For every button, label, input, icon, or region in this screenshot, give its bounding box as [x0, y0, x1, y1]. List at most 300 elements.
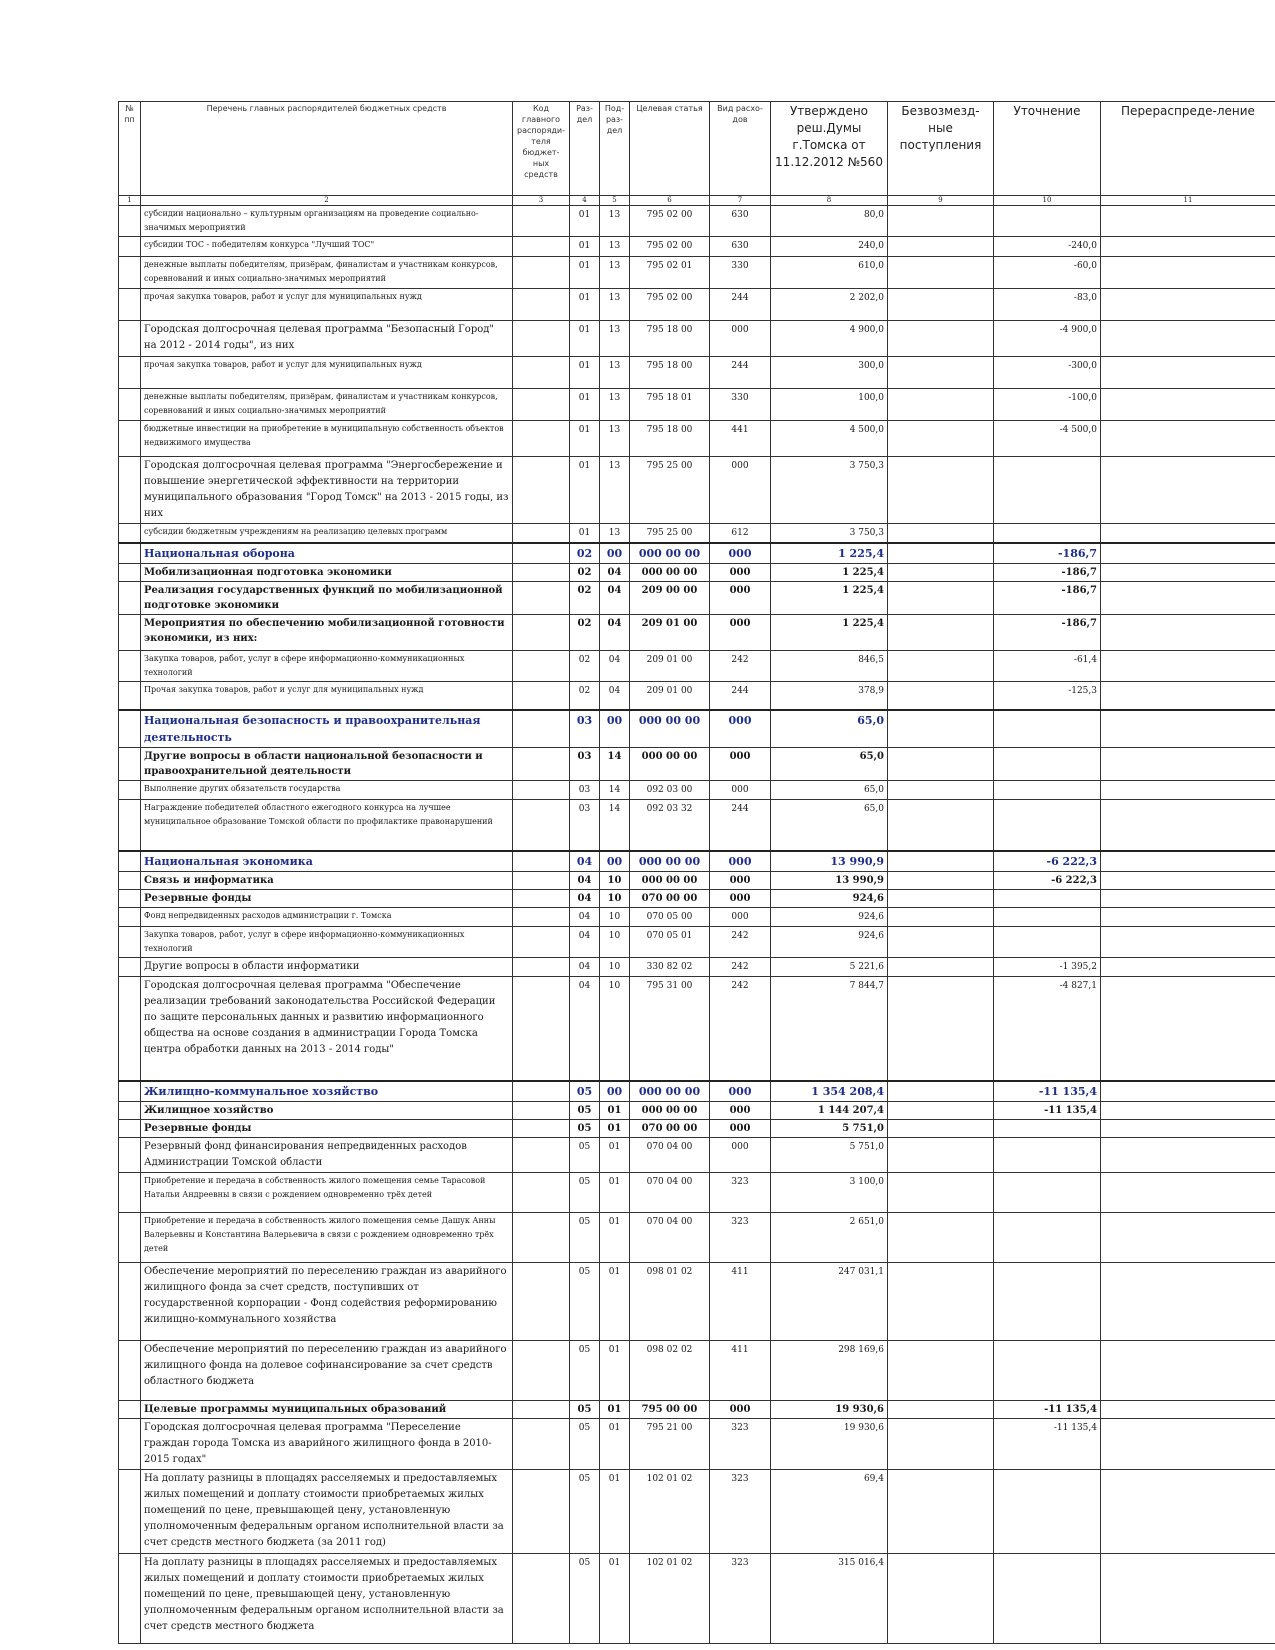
row-name-cell: прочая закупка товаров, работ и услуг для муниципальных нужд [141, 357, 513, 389]
row-code-cell [513, 958, 570, 977]
row-approved-amount-cell: 65,0 [771, 799, 888, 851]
row-code-cell [513, 1418, 570, 1469]
row-redistribution-cell [1101, 872, 1275, 890]
row-expense-type-cell: 242 [710, 977, 771, 1081]
row-approved-amount-cell: 924,6 [771, 890, 888, 908]
row-code-cell [513, 780, 570, 799]
row-number-cell [119, 564, 141, 582]
row-subsection-cell: 01 [600, 1400, 630, 1418]
row-target-article-cell: 000 00 00 [630, 851, 710, 872]
row-name-cell: Фонд непредвиденных расходов администрации г. Томска [141, 908, 513, 927]
row-expense-type-cell: 411 [710, 1262, 771, 1340]
table-row [119, 1553, 1275, 1643]
row-subsection-cell: 14 [600, 747, 630, 780]
row-code-cell [513, 1469, 570, 1553]
row-approved-amount-cell: 5 751,0 [771, 1119, 888, 1137]
row-code-cell [513, 257, 570, 289]
row-number-cell [119, 457, 141, 524]
row-number-cell [119, 1262, 141, 1340]
row-target-article-cell: 070 05 01 [630, 927, 710, 958]
row-clarification-cell: -125,3 [994, 682, 1101, 710]
column-number: 11 [1101, 196, 1275, 206]
row-subsection-cell: 14 [600, 799, 630, 851]
row-grants-cell [888, 543, 994, 564]
row-redistribution-cell [1101, 1400, 1275, 1418]
row-name-cell: На доплату разницы в площадях расселяемых и предоставляемых жилых помещений и доплату стоимости приобретаемых жилых помещений по цене, превышающей цену, установленную уполномоченным федеральным органом исполнительной власти за счет средств местного бюджета (за 2011 год) [141, 1469, 513, 1553]
row-expense-type-cell: 630 [710, 237, 771, 257]
row-expense-type-cell: 000 [710, 780, 771, 799]
row-approved-amount-cell: 5 751,0 [771, 1137, 888, 1172]
row-target-article-cell: 795 18 01 [630, 389, 710, 421]
row-section-cell: 04 [570, 977, 600, 1081]
header-cell-expense-type: Вид расхо-дов [710, 102, 771, 196]
row-number-cell [119, 1212, 141, 1262]
row-grants-cell [888, 1137, 994, 1172]
row-number-cell [119, 851, 141, 872]
row-section-cell: 04 [570, 927, 600, 958]
table-row [119, 872, 1275, 890]
column-number: 5 [600, 196, 630, 206]
row-name-cell: бюджетные инвестиции на приобретение в муниципальную собственность объектов недвижимого имущества [141, 421, 513, 457]
row-grants-cell [888, 582, 994, 615]
row-code-cell [513, 357, 570, 389]
row-grants-cell [888, 615, 994, 651]
row-grants-cell [888, 421, 994, 457]
column-number: 7 [710, 196, 771, 206]
row-approved-amount-cell: 65,0 [771, 747, 888, 780]
row-number-cell [119, 1400, 141, 1418]
row-expense-type-cell: 323 [710, 1469, 771, 1553]
column-number: 10 [994, 196, 1101, 206]
row-subsection-cell: 13 [600, 257, 630, 289]
table-row [119, 710, 1275, 748]
row-code-cell [513, 237, 570, 257]
row-grants-cell [888, 780, 994, 799]
row-redistribution-cell [1101, 799, 1275, 851]
header-cell-name: Перечень главных распорядителей бюджетных средств [141, 102, 513, 196]
row-section-cell: 01 [570, 237, 600, 257]
row-section-cell: 02 [570, 543, 600, 564]
row-code-cell [513, 1172, 570, 1212]
row-approved-amount-cell: 13 990,9 [771, 872, 888, 890]
row-name-cell: Закупка товаров, работ, услуг в сфере информационно-коммуникационных технологий [141, 651, 513, 682]
table-row [119, 457, 1275, 524]
row-clarification-cell: -186,7 [994, 582, 1101, 615]
row-clarification-cell: -60,0 [994, 257, 1101, 289]
row-name-cell: Городская долгосрочная целевая программа "Энергосбережение и повышение энергетической эффективности на территории муниципального образования "Город Томск" на 2013 - 2015 годы, из них [141, 457, 513, 524]
row-number-cell [119, 682, 141, 710]
row-grants-cell [888, 1101, 994, 1119]
row-name-cell: Реализация государственных функций по мобилизационной подготовке экономики [141, 582, 513, 615]
row-clarification-cell [994, 890, 1101, 908]
row-clarification-cell [994, 1137, 1101, 1172]
row-number-cell [119, 1553, 141, 1643]
row-expense-type-cell: 330 [710, 389, 771, 421]
row-code-cell [513, 582, 570, 615]
row-name-cell: Резервный фонд финансирования непредвиденных расходов Администрации Томской области [141, 1137, 513, 1172]
row-code-cell [513, 1400, 570, 1418]
header-cell-code: Код главного распоряди-теля бюджет-ных средств [513, 102, 570, 196]
row-grants-cell [888, 710, 994, 748]
header-cell-section: Раз-дел [570, 102, 600, 196]
header-cell-redistribution: Перераспреде-ление [1101, 102, 1275, 196]
column-number: 6 [630, 196, 710, 206]
row-section-cell: 04 [570, 908, 600, 927]
row-number-cell [119, 421, 141, 457]
row-subsection-cell: 01 [600, 1172, 630, 1212]
row-clarification-cell [994, 908, 1101, 927]
row-expense-type-cell: 330 [710, 257, 771, 289]
row-approved-amount-cell: 1 354 208,4 [771, 1081, 888, 1102]
row-subsection-cell: 10 [600, 958, 630, 977]
row-number-cell [119, 977, 141, 1081]
row-code-cell [513, 1137, 570, 1172]
row-target-article-cell: 000 00 00 [630, 710, 710, 748]
row-approved-amount-cell: 1 225,4 [771, 543, 888, 564]
budget-table-sheet [118, 101, 1275, 1650]
row-expense-type-cell: 000 [710, 543, 771, 564]
row-subsection-cell: 14 [600, 780, 630, 799]
row-code-cell [513, 872, 570, 890]
row-name-cell: Приобретение и передача в собственность жилого помещения семье Тарасовой Натальи Андреевны в связи с рождением одновременно трёх детей [141, 1172, 513, 1212]
row-target-article-cell: 209 01 00 [630, 615, 710, 651]
row-number-cell [119, 927, 141, 958]
header-cell-clarification: Уточнение [994, 102, 1101, 196]
row-approved-amount-cell: 100,0 [771, 389, 888, 421]
row-clarification-cell: -4 827,1 [994, 977, 1101, 1081]
row-grants-cell [888, 524, 994, 544]
row-target-article-cell: 209 01 00 [630, 651, 710, 682]
row-clarification-cell: -83,0 [994, 289, 1101, 321]
header-cell-target-article: Целевая статья [630, 102, 710, 196]
row-approved-amount-cell: 1 225,4 [771, 615, 888, 651]
row-name-cell: На доплату разницы в площадях расселяемых и предоставляемых жилых помещений и доплату стоимости приобретаемых жилых помещений по цене, превышающей цену, установленную уполномоченным федеральным органом исполнительной власти за счет средств местного бюджета [141, 1553, 513, 1643]
row-name-cell: субсидии национально – культурным организациям на проведение социально-значимых мероприятий [141, 206, 513, 237]
row-grants-cell [888, 747, 994, 780]
row-target-article-cell: 330 82 02 [630, 958, 710, 977]
table-row [119, 780, 1275, 799]
row-redistribution-cell [1101, 237, 1275, 257]
row-name-cell: Городская долгосрочная целевая программа "Переселение граждан города Томска из аварийного жилищного фонда в 2010-2015 годах" [141, 1418, 513, 1469]
row-expense-type-cell: 000 [710, 1119, 771, 1137]
row-target-article-cell: 070 00 00 [630, 1119, 710, 1137]
row-approved-amount-cell: 378,9 [771, 682, 888, 710]
row-subsection-cell: 04 [600, 615, 630, 651]
row-expense-type-cell: 000 [710, 615, 771, 651]
row-target-article-cell: 795 25 00 [630, 457, 710, 524]
row-redistribution-cell [1101, 321, 1275, 357]
row-section-cell: 05 [570, 1101, 600, 1119]
row-clarification-cell: -186,7 [994, 564, 1101, 582]
row-code-cell [513, 389, 570, 421]
table-row [119, 1469, 1275, 1553]
row-clarification-cell: -6 222,3 [994, 851, 1101, 872]
row-expense-type-cell: 242 [710, 927, 771, 958]
row-grants-cell [888, 927, 994, 958]
row-subsection-cell: 04 [600, 564, 630, 582]
row-code-cell [513, 1101, 570, 1119]
row-clarification-cell [994, 1119, 1101, 1137]
row-subsection-cell: 13 [600, 389, 630, 421]
row-number-cell [119, 1469, 141, 1553]
row-code-cell [513, 710, 570, 748]
row-number-cell [119, 206, 141, 237]
row-expense-type-cell: 000 [710, 1101, 771, 1119]
row-clarification-cell: -186,7 [994, 615, 1101, 651]
row-name-cell: Выполнение других обязательств государства [141, 780, 513, 799]
table-row [119, 927, 1275, 958]
row-number-cell [119, 799, 141, 851]
row-target-article-cell: 102 01 02 [630, 1553, 710, 1643]
row-name-cell: Городская долгосрочная целевая программа "Обеспечение реализации требований законодательства Российской Федерации по защите персональных данных и развитию информационного общества на основе создания в администрации Города Томска центра обработки данных на 2013 - 2014 годы" [141, 977, 513, 1081]
row-clarification-cell [994, 1553, 1101, 1643]
row-target-article-cell: 092 03 32 [630, 799, 710, 851]
row-subsection-cell: 13 [600, 289, 630, 321]
row-number-cell [119, 872, 141, 890]
header-cell-subsection: Под-раз-дел [600, 102, 630, 196]
row-clarification-cell: -1 395,2 [994, 958, 1101, 977]
row-section-cell: 03 [570, 799, 600, 851]
row-clarification-cell: -4 900,0 [994, 321, 1101, 357]
row-code-cell [513, 1212, 570, 1262]
row-redistribution-cell [1101, 890, 1275, 908]
row-clarification-cell: -100,0 [994, 389, 1101, 421]
row-grants-cell [888, 357, 994, 389]
row-redistribution-cell [1101, 1172, 1275, 1212]
table-row [119, 1137, 1275, 1172]
row-grants-cell [888, 799, 994, 851]
row-approved-amount-cell: 7 844,7 [771, 977, 888, 1081]
row-grants-cell [888, 1400, 994, 1418]
row-redistribution-cell [1101, 564, 1275, 582]
row-approved-amount-cell: 69,4 [771, 1469, 888, 1553]
row-target-article-cell: 000 00 00 [630, 747, 710, 780]
table-row [119, 1081, 1275, 1102]
row-number-cell [119, 524, 141, 544]
row-section-cell: 05 [570, 1262, 600, 1340]
row-target-article-cell: 795 18 00 [630, 321, 710, 357]
row-number-cell [119, 1101, 141, 1119]
table-row [119, 582, 1275, 615]
row-grants-cell [888, 851, 994, 872]
row-subsection-cell: 10 [600, 890, 630, 908]
row-target-article-cell: 098 02 02 [630, 1340, 710, 1400]
row-clarification-cell: -300,0 [994, 357, 1101, 389]
row-name-cell: Мероприятия по обеспечению мобилизационной готовности экономики, из них: [141, 615, 513, 651]
row-redistribution-cell [1101, 615, 1275, 651]
row-number-cell [119, 615, 141, 651]
row-expense-type-cell: 000 [710, 747, 771, 780]
row-code-cell [513, 615, 570, 651]
row-approved-amount-cell: 5 221,6 [771, 958, 888, 977]
row-name-cell: денежные выплаты победителям, призёрам, финалистам и участникам конкурсов, соревнований и иных социально-значимых мероприятий [141, 257, 513, 289]
row-expense-type-cell: 000 [710, 1400, 771, 1418]
table-row [119, 977, 1275, 1081]
row-number-cell [119, 651, 141, 682]
table-row [119, 389, 1275, 421]
row-code-cell [513, 321, 570, 357]
row-expense-type-cell: 323 [710, 1172, 771, 1212]
row-target-article-cell: 209 00 00 [630, 582, 710, 615]
row-target-article-cell: 000 00 00 [630, 872, 710, 890]
table-row [119, 1262, 1275, 1340]
row-subsection-cell: 01 [600, 1469, 630, 1553]
row-number-cell [119, 543, 141, 564]
row-target-article-cell: 000 00 00 [630, 543, 710, 564]
header-cell-approved: Утверждено реш.Думы г.Томска от 11.12.2012 №560 [771, 102, 888, 196]
row-section-cell: 05 [570, 1469, 600, 1553]
row-grants-cell [888, 682, 994, 710]
row-target-article-cell: 000 00 00 [630, 1101, 710, 1119]
row-subsection-cell: 10 [600, 977, 630, 1081]
row-name-cell: Городская долгосрочная целевая программа "Безопасный Город" на 2012 - 2014 годы", из них [141, 321, 513, 357]
column-number-row [119, 196, 1275, 206]
row-code-cell [513, 927, 570, 958]
row-name-cell: прочая закупка товаров, работ и услуг для муниципальных нужд [141, 289, 513, 321]
row-subsection-cell: 13 [600, 457, 630, 524]
row-target-article-cell: 795 00 00 [630, 1400, 710, 1418]
row-expense-type-cell: 000 [710, 457, 771, 524]
row-redistribution-cell [1101, 357, 1275, 389]
row-approved-amount-cell: 298 169,6 [771, 1340, 888, 1400]
table-row [119, 1418, 1275, 1469]
row-code-cell [513, 421, 570, 457]
row-grants-cell [888, 908, 994, 927]
row-clarification-cell: -186,7 [994, 543, 1101, 564]
column-number: 3 [513, 196, 570, 206]
row-expense-type-cell: 411 [710, 1340, 771, 1400]
row-number-cell [119, 582, 141, 615]
row-name-cell: Жилищное хозяйство [141, 1101, 513, 1119]
row-code-cell [513, 908, 570, 927]
row-grants-cell [888, 289, 994, 321]
row-redistribution-cell [1101, 958, 1275, 977]
row-section-cell: 03 [570, 747, 600, 780]
row-expense-type-cell: 000 [710, 1137, 771, 1172]
row-approved-amount-cell: 3 750,3 [771, 457, 888, 524]
row-grants-cell [888, 389, 994, 421]
row-expense-type-cell: 000 [710, 582, 771, 615]
table-row [119, 615, 1275, 651]
row-subsection-cell: 04 [600, 682, 630, 710]
row-approved-amount-cell: 4 900,0 [771, 321, 888, 357]
row-approved-amount-cell: 247 031,1 [771, 1262, 888, 1340]
row-approved-amount-cell: 1 225,4 [771, 564, 888, 582]
row-number-cell [119, 257, 141, 289]
row-target-article-cell: 795 02 00 [630, 237, 710, 257]
row-expense-type-cell: 000 [710, 908, 771, 927]
row-number-cell [119, 237, 141, 257]
row-name-cell: Приобретение и передача в собственность жилого помещения семье Дашук Анны Валерьевны и Константина Валерьевича в связи с рождением одновременно трёх детей [141, 1212, 513, 1262]
row-redistribution-cell [1101, 682, 1275, 710]
column-number: 4 [570, 196, 600, 206]
table-row [119, 651, 1275, 682]
row-number-cell [119, 321, 141, 357]
row-approved-amount-cell: 924,6 [771, 927, 888, 958]
row-code-cell [513, 524, 570, 544]
row-expense-type-cell: 000 [710, 851, 771, 872]
row-number-cell [119, 1418, 141, 1469]
row-number-cell [119, 958, 141, 977]
table-row [119, 682, 1275, 710]
row-expense-type-cell: 612 [710, 524, 771, 544]
row-subsection-cell: 13 [600, 321, 630, 357]
row-redistribution-cell [1101, 289, 1275, 321]
row-clarification-cell: -11 135,4 [994, 1081, 1101, 1102]
table-row [119, 1340, 1275, 1400]
row-redistribution-cell [1101, 582, 1275, 615]
row-code-cell [513, 1119, 570, 1137]
row-redistribution-cell [1101, 710, 1275, 748]
row-section-cell: 01 [570, 257, 600, 289]
row-section-cell: 05 [570, 1081, 600, 1102]
table-row [119, 564, 1275, 582]
row-redistribution-cell [1101, 1553, 1275, 1643]
row-target-article-cell: 102 01 02 [630, 1469, 710, 1553]
row-number-cell [119, 1172, 141, 1212]
row-approved-amount-cell: 924,6 [771, 908, 888, 927]
row-section-cell: 04 [570, 851, 600, 872]
row-redistribution-cell [1101, 1119, 1275, 1137]
row-name-cell: денежные выплаты победителям, призёрам, финалистам и участникам конкурсов, соревнований и иных социально-значимых мероприятий [141, 389, 513, 421]
row-name-cell: Резервные фонды [141, 1119, 513, 1137]
table-row [119, 1212, 1275, 1262]
row-name-cell: Целевые программы муниципальных образований [141, 1400, 513, 1418]
row-section-cell: 01 [570, 421, 600, 457]
row-approved-amount-cell: 1 144 207,4 [771, 1101, 888, 1119]
row-name-cell: Связь и информатика [141, 872, 513, 890]
table-row [119, 321, 1275, 357]
row-expense-type-cell: 242 [710, 958, 771, 977]
row-subsection-cell: 13 [600, 421, 630, 457]
row-redistribution-cell [1101, 1418, 1275, 1469]
row-number-cell [119, 1119, 141, 1137]
row-redistribution-cell [1101, 1212, 1275, 1262]
row-grants-cell [888, 890, 994, 908]
table-row [119, 1101, 1275, 1119]
row-section-cell: 02 [570, 682, 600, 710]
row-expense-type-cell: 242 [710, 651, 771, 682]
row-clarification-cell [994, 927, 1101, 958]
row-section-cell: 01 [570, 289, 600, 321]
row-grants-cell [888, 321, 994, 357]
row-code-cell [513, 890, 570, 908]
row-subsection-cell: 01 [600, 1119, 630, 1137]
row-section-cell: 04 [570, 958, 600, 977]
row-subsection-cell: 10 [600, 872, 630, 890]
row-clarification-cell [994, 1262, 1101, 1340]
row-code-cell [513, 682, 570, 710]
row-section-cell: 03 [570, 710, 600, 748]
row-subsection-cell: 04 [600, 651, 630, 682]
row-grants-cell [888, 237, 994, 257]
row-section-cell: 05 [570, 1212, 600, 1262]
row-clarification-cell: -6 222,3 [994, 872, 1101, 890]
row-section-cell: 01 [570, 206, 600, 237]
row-section-cell: 05 [570, 1137, 600, 1172]
row-target-article-cell: 070 04 00 [630, 1212, 710, 1262]
table-row [119, 257, 1275, 289]
row-target-article-cell: 795 25 00 [630, 524, 710, 544]
column-number: 8 [771, 196, 888, 206]
table-row [119, 851, 1275, 872]
row-number-cell [119, 289, 141, 321]
row-clarification-cell [994, 780, 1101, 799]
row-code-cell [513, 1553, 570, 1643]
row-redistribution-cell [1101, 389, 1275, 421]
row-redistribution-cell [1101, 1101, 1275, 1119]
row-expense-type-cell: 244 [710, 799, 771, 851]
